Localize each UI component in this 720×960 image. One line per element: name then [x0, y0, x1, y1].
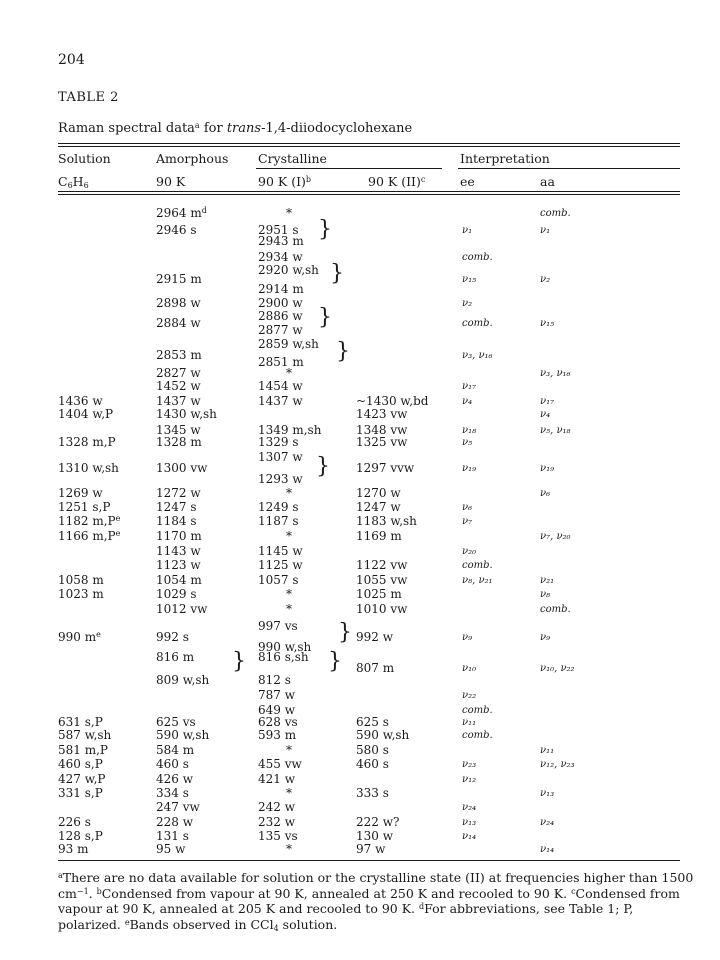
amorphous-cell: 228 w: [156, 815, 193, 829]
group-brace: }: [318, 305, 332, 330]
crystalline-1-cell: 1057 s: [258, 573, 299, 587]
table-top-rule-2: [58, 146, 680, 147]
crystalline-2-cell: 807 m: [356, 661, 395, 675]
crystalline-1-cell: 1329 s: [258, 435, 299, 449]
crystalline-1-cell: *: [286, 366, 292, 380]
crystalline-2-cell: 1183 w,sh: [356, 514, 417, 528]
crystalline-1-cell: 1437 w: [258, 394, 303, 408]
amorphous-cell: 1029 s: [156, 587, 197, 601]
interpretation-ee-cell: ν₁₉: [462, 463, 477, 474]
crystalline-1-cell: 2886 w: [258, 309, 303, 323]
header-amorphous-temp: 90 K: [156, 174, 186, 189]
interpretation-aa-cell: ν₁₂, ν₂₃: [540, 759, 575, 770]
table-top-rule: [58, 143, 680, 144]
amorphous-cell: 2827 w: [156, 366, 201, 380]
crystalline-1-cell: 812 s: [258, 673, 291, 687]
interpretation-ee-cell: comb.: [462, 252, 493, 263]
interpretation-ee-cell: comb.: [462, 560, 493, 571]
amorphous-cell: 1328 m: [156, 435, 202, 449]
solution-cell: 427 w,P: [58, 772, 106, 786]
amorphous-cell: 2853 m: [156, 348, 202, 362]
footnote-e: Bands observed in CCl: [129, 916, 274, 932]
interpretation-ee-cell: ν₁₈: [462, 425, 477, 436]
interpretation-ee-cell: ν₂: [462, 298, 473, 309]
interpretation-aa-cell: comb.: [540, 208, 571, 219]
crystalline-1-cell: 997 vs: [258, 619, 298, 633]
crystalline-1-cell: *: [286, 743, 292, 757]
crystalline-2-cell: ~1430 w,bd: [356, 394, 429, 408]
interpretation-aa-cell: ν₁₉: [540, 463, 555, 474]
amorphous-cell: 334 s: [156, 786, 189, 800]
crystalline-1-cell: 135 vs: [258, 829, 298, 843]
amorphous-cell: 1430 w,sh: [156, 407, 217, 421]
group-brace: }: [328, 649, 342, 674]
amorphous-cell: 1437 w: [156, 394, 201, 408]
interpretation-ee-cell: ν₁₄: [462, 831, 477, 842]
crystalline-2-cell: 1325 vw: [356, 435, 408, 449]
solution-cell: 1251 s,P: [58, 500, 111, 514]
group-brace: }: [338, 620, 352, 645]
interpretation-ee-cell: ν₁₀: [462, 663, 477, 674]
page-number: 204: [58, 52, 85, 68]
crystalline-1-cell: *: [286, 529, 292, 543]
amorphous-cell: 131 s: [156, 829, 189, 843]
crystalline-2-cell: 222 w?: [356, 815, 400, 829]
solution-cell: 1404 w,P: [58, 407, 114, 421]
interpretation-ee-cell: ν₆: [462, 502, 473, 513]
crystalline-1-cell: 1307 w: [258, 450, 303, 464]
footnote-a-marker: a: [58, 871, 63, 880]
amorphous-cell: 1345 w: [156, 423, 201, 437]
crystalline-2-cell: 333 s: [356, 786, 389, 800]
crystalline-2-cell: 625 s: [356, 715, 389, 729]
group-brace: }: [336, 339, 350, 364]
crystalline-1-cell: 2900 w: [258, 296, 303, 310]
header-aa: aa: [540, 174, 555, 189]
footnotes: [58, 870, 698, 932]
amorphous-cell: 584 m: [156, 743, 195, 757]
crystalline-1-cell: 593 m: [258, 728, 297, 742]
amorphous-cell: 1054 m: [156, 573, 202, 587]
solution-cell: 1310 w,sh: [58, 461, 119, 475]
group-brace: }: [316, 454, 330, 479]
crystalline-1-cell: 2851 m: [258, 355, 304, 369]
footnote-a: There are no data available for solution or the crystalline state (II) at frequencies higher than 1500 cm: [58, 870, 694, 901]
solution-cell: 1182 $m,P^e$: [58, 514, 121, 528]
crystalline-1-cell: 1145 w: [258, 544, 303, 558]
footnote-b: Condensed from vapour at 90 K, annealed at 250 K and recooled to 90 K.: [101, 885, 568, 901]
amorphous-cell: 247 vw: [156, 800, 200, 814]
interpretation-aa-cell: ν₉: [540, 632, 551, 643]
footnote-a-exponent: −1: [76, 886, 89, 896]
solution-cell: 1058 m: [58, 573, 104, 587]
crystalline-2-cell: 1010 vw: [356, 602, 408, 616]
solution-cell: 1328 m,P: [58, 435, 116, 449]
crystalline-1-cell: 2934 w: [258, 250, 303, 264]
interpretation-ee-cell: ν₉: [462, 632, 473, 643]
crystalline-2-cell: 1055 vw: [356, 573, 408, 587]
footnote-a-end: .: [88, 885, 97, 901]
crystalline-1-cell: 1349 m,sh: [258, 423, 322, 437]
amorphous-cell: 1452 w: [156, 379, 201, 393]
caption-for: for: [199, 121, 227, 136]
group-brace: }: [330, 261, 344, 286]
crystalline-1-cell: 242 w: [258, 800, 295, 814]
crystalline-2-cell: 1122 vw: [356, 558, 408, 572]
amorphous-cell: 426 w: [156, 772, 193, 786]
amorphous-cell: 625 vs: [156, 715, 196, 729]
header-crystalline: Crystalline: [258, 151, 327, 166]
crystalline-1-cell: 1249 s: [258, 500, 299, 514]
crystalline-2-cell: 460 s: [356, 757, 389, 771]
interpretation-ee-cell: ν₂₄: [462, 802, 477, 813]
amorphous-cell: 816 m: [156, 650, 195, 664]
crystalline-2-cell: 97 w: [356, 842, 386, 856]
header-crystalline-2: 90 K (II)$^c$: [368, 174, 426, 189]
crystalline-2-cell: 1270 w: [356, 486, 401, 500]
crystalline-2-cell: 992 w: [356, 630, 393, 644]
interpretation-ee-cell: ν₃, ν₁₆: [462, 350, 493, 361]
interpretation-ee-cell: comb.: [462, 730, 493, 741]
interpretation-aa-cell: ν₁₀, ν₂₂: [540, 663, 575, 674]
solution-cell: 226 s: [58, 815, 91, 829]
footnote-b-marker: b: [96, 886, 102, 896]
solution-cell: 990 $m^e$: [58, 630, 101, 644]
crystalline-2-cell: 1297 vvw: [356, 461, 415, 475]
amorphous-cell: 2946 s: [156, 223, 197, 237]
solution-cell: 331 s,P: [58, 786, 103, 800]
crystalline-1-cell: 2859 w,sh: [258, 337, 319, 351]
amorphous-cell: 2964 $m^d$: [156, 206, 207, 220]
interpretation-ee-cell: comb.: [462, 318, 493, 329]
amorphous-cell: 1170 m: [156, 529, 202, 543]
interpretation-ee-cell: ν₂₀: [462, 546, 477, 557]
header-bottom-rule-2: [58, 194, 680, 195]
amorphous-cell: 2884 w: [156, 316, 201, 330]
solution-cell: 1166 $m,P^e$: [58, 529, 121, 543]
header-crystalline-1: 90 K $(I)^b$: [258, 174, 312, 189]
header-interpretation: Interpretation: [460, 151, 550, 166]
crystalline-1-cell: 816 s,sh: [258, 650, 309, 664]
interpretation-aa-cell: ν₁₁: [540, 745, 555, 756]
interpretation-aa-cell: comb.: [540, 604, 571, 615]
interpretation-ee-cell: ν₁₃: [462, 817, 477, 828]
solution-cell: 631 s,P: [58, 715, 103, 729]
interpretation-ee-cell: ν₁₂: [462, 774, 477, 785]
crystalline-1-cell: *: [286, 206, 292, 220]
group-brace: }: [232, 649, 246, 674]
interpretation-ee-cell: comb.: [462, 705, 493, 716]
header-ee: ee: [460, 174, 475, 189]
crystalline-1-cell: 1293 w: [258, 472, 303, 486]
solution-cell: 1269 w: [58, 486, 103, 500]
table-bottom-rule: [58, 860, 680, 861]
caption-text: Raman spectral data: [58, 121, 195, 136]
interpretation-aa-cell: ν₈: [540, 589, 551, 600]
interpretation-ee-cell: ν₁: [462, 225, 473, 236]
solution-cell: 581 m,P: [58, 743, 108, 757]
interpretation-ee-cell: ν₅: [462, 437, 473, 448]
crystalline-2-cell: 1247 w: [356, 500, 401, 514]
amorphous-cell: 1012 vw: [156, 602, 208, 616]
crystalline-1-cell: *: [286, 786, 292, 800]
footnote-e-end: solution.: [278, 916, 338, 932]
interpretation-aa-cell: ν₁₅: [540, 318, 555, 329]
amorphous-cell: 1247 s: [156, 500, 197, 514]
table-label: TABLE 2: [58, 90, 119, 105]
solution-cell: 460 s,P: [58, 757, 103, 771]
interpretation-aa-cell: ν₁₄: [540, 844, 555, 855]
amorphous-cell: 460 s: [156, 757, 189, 771]
interpretation-aa-cell: ν₁: [540, 225, 551, 236]
crystalline-1-cell: *: [286, 602, 292, 616]
crystalline-1-cell: 2920 w,sh: [258, 263, 319, 277]
crystalline-1-cell: 2951 s: [258, 223, 299, 237]
crystalline-2-cell: 1169 m: [356, 529, 402, 543]
crystalline-2-cell: 130 w: [356, 829, 393, 843]
interpretation-ee-cell: ν₂₃: [462, 759, 477, 770]
interpretation-aa-cell: ν₅, ν₁₈: [540, 425, 571, 436]
crystalline-1-cell: 1454 w: [258, 379, 303, 393]
crystalline-rule: [256, 168, 442, 169]
footnote-e-subscript: 4: [273, 923, 279, 933]
interpretation-ee-cell: ν₈, ν₂₁: [462, 575, 493, 586]
crystalline-2-cell: 1423 vw: [356, 407, 408, 421]
crystalline-2-cell: 1025 m: [356, 587, 402, 601]
footnote-d-marker: d: [418, 902, 425, 911]
header-solution: Solution: [58, 151, 111, 166]
solution-cell: 93 m: [58, 842, 89, 856]
footnote-e-marker: e: [124, 917, 130, 927]
amorphous-cell: 1184 s: [156, 514, 197, 528]
crystalline-1-cell: 2877 w: [258, 323, 303, 337]
footnote-d: For abbreviations, see Table 1; P, polarized.: [58, 901, 634, 932]
header-amorphous: Amorphous: [156, 151, 229, 166]
solution-cell: 587 w,sh: [58, 728, 112, 742]
interpretation-aa-cell: ν₂: [540, 274, 551, 285]
crystalline-2-cell: 590 w,sh: [356, 728, 410, 742]
crystalline-1-cell: 628 vs: [258, 715, 298, 729]
interpretation-aa-cell: ν₄: [540, 409, 551, 420]
interpretation-aa-cell: ν₁₇: [540, 396, 555, 407]
crystalline-1-cell: 421 w: [258, 772, 295, 786]
crystalline-1-cell: *: [286, 842, 292, 856]
interpretation-aa-cell: ν₁₃: [540, 788, 555, 799]
amorphous-cell: 95 w: [156, 842, 186, 856]
interpretation-ee-cell: ν₂₂: [462, 690, 477, 701]
interpretation-ee-cell: ν₁₇: [462, 381, 477, 392]
header-solvent: $C_6H_6$: [58, 174, 89, 190]
solution-cell: 128 s,P: [58, 829, 103, 843]
interpretation-aa-cell: ν₂₁: [540, 575, 555, 586]
amorphous-cell: 1272 w: [156, 486, 201, 500]
caption-compound: -1,4-diiodocyclohexane: [261, 121, 413, 136]
crystalline-2-cell: 1348 vw: [356, 423, 408, 437]
footnote-c-marker: c: [571, 886, 576, 896]
interpretation-rule: [458, 168, 680, 169]
crystalline-1-cell: *: [286, 587, 292, 601]
amorphous-cell: 809 w,sh: [156, 673, 210, 687]
crystalline-1-cell: 787 w: [258, 688, 295, 702]
amorphous-cell: 2898 w: [156, 296, 201, 310]
crystalline-1-cell: 2943 m: [258, 234, 304, 248]
crystalline-1-cell: 232 w: [258, 815, 295, 829]
caption-italic: trans: [226, 121, 262, 136]
interpretation-aa-cell: ν₂₄: [540, 817, 555, 828]
crystalline-1-cell: 1125 w: [258, 558, 303, 572]
crystalline-1-cell: 1187 s: [258, 514, 299, 528]
group-brace: }: [318, 217, 332, 242]
amorphous-cell: 590 w,sh: [156, 728, 210, 742]
interpretation-ee-cell: ν₄: [462, 396, 473, 407]
caption-footnote-marker: a: [194, 121, 200, 130]
solution-cell: 1436 w: [58, 394, 103, 408]
crystalline-1-cell: 990 w,sh: [258, 640, 312, 654]
crystalline-2-cell: 580 s: [356, 743, 389, 757]
crystalline-1-cell: 2914 m: [258, 282, 304, 296]
interpretation-ee-cell: ν₇: [462, 516, 473, 527]
interpretation-ee-cell: ν₁₅: [462, 274, 477, 285]
amorphous-cell: 1300 vw: [156, 461, 208, 475]
interpretation-aa-cell: ν₇, ν₂₀: [540, 531, 571, 542]
interpretation-aa-cell: ν₃, ν₁₆: [540, 368, 571, 379]
amorphous-cell: 992 s: [156, 630, 189, 644]
interpretation-ee-cell: ν₁₁: [462, 717, 477, 728]
crystalline-1-cell: 455 vw: [258, 757, 302, 771]
crystalline-1-cell: *: [286, 486, 292, 500]
interpretation-aa-cell: ν₆: [540, 488, 551, 499]
amorphous-cell: 1143 w: [156, 544, 201, 558]
amorphous-cell: 1123 w: [156, 558, 201, 572]
crystalline-1-cell: 649 w: [258, 703, 295, 717]
header-bottom-rule: [58, 191, 680, 192]
solution-cell: 1023 m: [58, 587, 104, 601]
table-caption: [58, 121, 412, 136]
amorphous-cell: 2915 m: [156, 272, 202, 286]
footnote-c: Condensed from vapour at 90 K, annealed at 205 K and recooled to 90 K.: [58, 885, 680, 916]
